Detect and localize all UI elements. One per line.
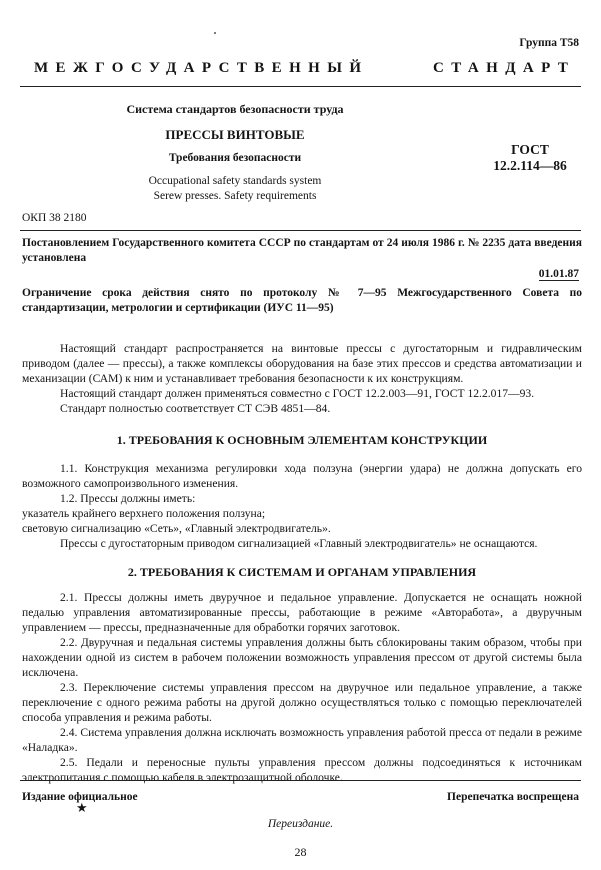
section-paragraph: 2.1. Прессы должны иметь двуручное и педальное управление. Допускается не оснащать ножной педалью управления автоматизированные прессы, работающие в режиме «Авторабота», а двуручным управлением — прессы, предназначенные для обработки горячих заготовок. [22, 591, 582, 634]
group-code: Группа Т58 [519, 37, 579, 49]
section2-body [22, 590, 582, 785]
footer-rule [20, 780, 581, 781]
header-standard: СТАНДАРТ [433, 60, 576, 76]
intro-paragraph: Настоящий стандарт должен применяться совместно с ГОСТ 12.2.003—91, ГОСТ 12.2.017—93. [60, 387, 535, 400]
decree-text: Постановлением Государственного комитета СССР по стандартам от 24 июля 1986 г. № 2235 дата введения установлена [22, 237, 582, 264]
section-paragraph: 1.2. Прессы должны иметь: [60, 492, 196, 505]
intro-paragraph: Настоящий стандарт распространяется на винтовые прессы с дугостаторным и гидравлическим приводом (далее — прессы), а также комплексы оборудования на базе этих прессов и средства автоматизации и механизации (САМ) к ним и устанавливает требования безопасности к их конструкциям. [22, 342, 582, 385]
english-title-line1: Occupational safety standards system [148, 175, 322, 187]
okp-code: ОКП 38 2180 [22, 212, 87, 224]
reissue-note: Переиздание. [267, 818, 334, 830]
section-paragraph: Прессы с дугостаторным приводом сигнализацией «Главный электродвигатель» не оснащаются. [60, 537, 538, 550]
section-heading: 1. ТРЕБОВАНИЯ К ОСНОВНЫМ ЭЛЕМЕНТАМ КОНСТРУКЦИИ [116, 433, 488, 447]
intro-paragraph: Стандарт полностью соответствует СТ СЭВ 4851—84. [60, 402, 331, 415]
gost-number: 12.2.114—86 [493, 158, 567, 173]
section-heading: 2. ТРЕБОВАНИЯ К СИСТЕМАМ И ОРГАНАМ УПРАВЛЕНИЯ [127, 565, 477, 579]
star-icon: ★ [76, 800, 88, 815]
section-paragraph: 1.1. Конструкция механизма регулировки хода ползуна (энергии удара) не должна допускать его возможного самопроизвольного изменения. [22, 462, 582, 490]
list-item: световую сигнализацию «Сеть», «Главный электродвигатель». [22, 522, 331, 535]
header-interstate: МЕЖГОСУДАРСТВЕННЫЙ [34, 60, 369, 76]
standards-system-title: Система стандартов безопасности труда [126, 102, 344, 116]
list-item: указатель крайнего верхнего положения ползуна; [22, 507, 266, 520]
intro-block [22, 341, 582, 416]
document-subtitle: Требования безопасности [168, 152, 302, 164]
speck-mark [214, 32, 216, 34]
section1-body [22, 461, 582, 551]
okp-rule [20, 230, 581, 231]
page-number: 28 [294, 845, 307, 859]
official-edition-label: Издание официальное [22, 791, 138, 803]
section-paragraph: 2.5. Педали и переносные пульты управления прессом должны подсоединяться к источникам электропитания с помощью кабеля в электрозащитной оболочке. [22, 756, 582, 784]
section-paragraph: 2.3. Переключение системы управления прессом на двуручное или педальное управление, а также переключение с одного режима работы на другой должно осуществляться только с помощью переключателей способа управления и режима работы. [22, 681, 582, 724]
introduction-date: 01.01.87 [538, 268, 579, 280]
limitation-text: Ограничение срока действия снято по протоколу № 7—95 Межгосударственного Совета по стандартизации, метрологии и сертификации (ИУС 11—95) [22, 287, 582, 314]
document-title: ПРЕССЫ ВИНТОВЫЕ [165, 127, 305, 142]
gost-label: ГОСТ [511, 142, 549, 157]
reprint-prohibited-label: Перепечатка воспрещена [447, 791, 579, 803]
english-title-line2: Serew presses. Safety requirements [153, 190, 317, 202]
section-paragraph: 2.4. Система управления должна исключать возможность управления работой пресса от педали в режиме «Наладка». [22, 726, 582, 754]
section-paragraph: 2.2. Двуручная и педальная системы управления должны быть сблокированы таким образом, чтобы при нахождении одной из систем в рабочем положении возможность управления прессом от другой системы была исключена. [22, 636, 582, 679]
header-rule [20, 86, 581, 87]
